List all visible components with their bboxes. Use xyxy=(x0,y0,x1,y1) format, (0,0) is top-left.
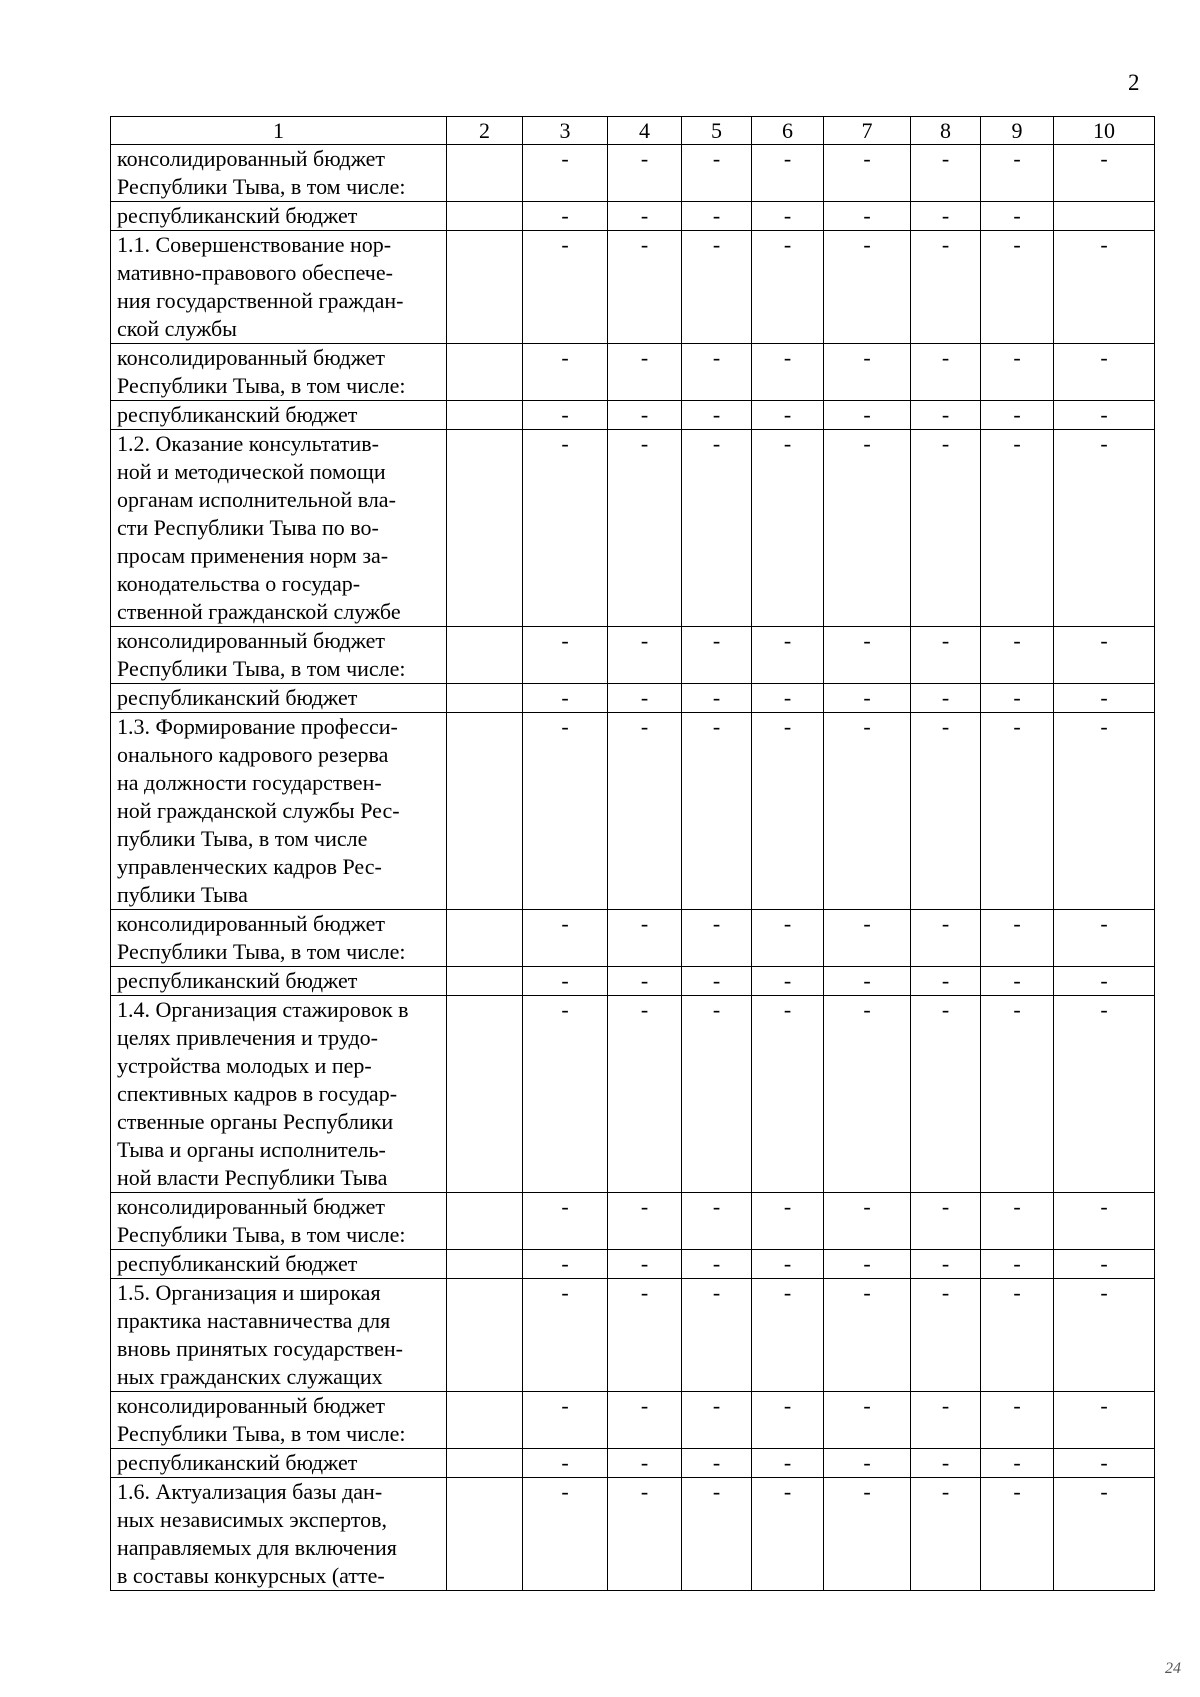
column-header: 4 xyxy=(608,117,682,145)
row-label-line: целях привлечения и трудо- xyxy=(117,1025,378,1050)
row-label-line: ной власти Республики Тыва xyxy=(117,1165,388,1190)
value-cell: - xyxy=(911,967,981,996)
value-cell: - xyxy=(911,202,981,231)
row-label-line: вновь принятых государствен- xyxy=(117,1336,403,1361)
value-cell xyxy=(447,1279,523,1392)
value-cell: - xyxy=(752,1392,824,1449)
value-cell: - xyxy=(608,627,682,684)
row-label-line: устройства молодых и пер- xyxy=(117,1053,372,1078)
value-cell: - xyxy=(1054,1250,1155,1279)
row-label-line: онального кадрового резерва xyxy=(117,742,389,767)
value-cell xyxy=(447,344,523,401)
value-cell: - xyxy=(523,627,608,684)
value-cell: - xyxy=(608,344,682,401)
row-label xyxy=(111,1449,447,1478)
value-cell: - xyxy=(752,967,824,996)
value-cell: - xyxy=(824,1478,911,1591)
row-label-line: республиканский бюджет xyxy=(117,1450,358,1475)
value-cell: - xyxy=(911,430,981,627)
value-cell: - xyxy=(608,202,682,231)
value-cell: - xyxy=(608,996,682,1193)
value-cell: - xyxy=(523,713,608,910)
row-label xyxy=(111,627,447,684)
value-cell: - xyxy=(911,1449,981,1478)
value-cell xyxy=(447,1250,523,1279)
row-label-line: консолидированный бюджет xyxy=(117,1393,385,1418)
row-label-line: практика наставничества для xyxy=(117,1308,391,1333)
value-cell: - xyxy=(1054,401,1155,430)
row-label xyxy=(111,401,447,430)
value-cell: - xyxy=(608,1449,682,1478)
row-label-line: ной гражданской службы Рес- xyxy=(117,798,400,823)
value-cell: - xyxy=(608,430,682,627)
value-cell: - xyxy=(824,713,911,910)
value-cell: - xyxy=(752,1193,824,1250)
value-cell: - xyxy=(682,967,752,996)
row-label-line: Тыва и органы исполнитель- xyxy=(117,1137,386,1162)
value-cell: - xyxy=(608,684,682,713)
value-cell: - xyxy=(752,996,824,1193)
row-label-line: консолидированный бюджет xyxy=(117,345,385,370)
row-label-line: Республики Тыва, в том числе: xyxy=(117,656,406,681)
table-row xyxy=(111,684,1155,713)
table-row xyxy=(111,202,1155,231)
value-cell: - xyxy=(752,430,824,627)
value-cell: - xyxy=(682,145,752,202)
value-cell: - xyxy=(824,1250,911,1279)
value-cell: - xyxy=(682,1392,752,1449)
value-cell: - xyxy=(682,1449,752,1478)
value-cell: - xyxy=(523,967,608,996)
value-cell xyxy=(447,231,523,344)
row-label xyxy=(111,967,447,996)
value-cell: - xyxy=(608,401,682,430)
value-cell: - xyxy=(752,1279,824,1392)
value-cell: - xyxy=(682,1250,752,1279)
value-cell: - xyxy=(911,1392,981,1449)
value-cell: - xyxy=(752,627,824,684)
table-row xyxy=(111,1478,1155,1591)
row-label xyxy=(111,1193,447,1250)
row-label-line: Республики Тыва, в том числе: xyxy=(117,174,406,199)
row-label-line: органам исполнительной вла- xyxy=(117,487,396,512)
value-cell xyxy=(447,430,523,627)
value-cell: - xyxy=(824,1392,911,1449)
row-label xyxy=(111,202,447,231)
value-cell: - xyxy=(1054,145,1155,202)
column-header: 6 xyxy=(752,117,824,145)
row-label-line: сти Республики Тыва по во- xyxy=(117,515,379,540)
value-cell: - xyxy=(911,996,981,1193)
row-label-line: консолидированный бюджет xyxy=(117,911,385,936)
value-cell: - xyxy=(523,1392,608,1449)
row-label-line: консолидированный бюджет xyxy=(117,628,385,653)
row-label xyxy=(111,713,447,910)
value-cell: - xyxy=(682,401,752,430)
row-label-line: Республики Тыва, в том числе: xyxy=(117,1421,406,1446)
value-cell: - xyxy=(752,202,824,231)
row-label-line: просам применения норм за- xyxy=(117,543,389,568)
page-number: 2 xyxy=(1128,70,1140,95)
table-row xyxy=(111,996,1155,1193)
value-cell: - xyxy=(608,231,682,344)
row-label-line: консолидированный бюджет xyxy=(117,1194,385,1219)
row-label xyxy=(111,1478,447,1591)
row-label-line: управленческих кадров Рес- xyxy=(117,854,382,879)
value-cell: - xyxy=(981,1478,1054,1591)
row-label-line: направляемых для включения xyxy=(117,1535,397,1560)
row-label xyxy=(111,1392,447,1449)
value-cell: - xyxy=(752,1250,824,1279)
value-cell: - xyxy=(911,910,981,967)
row-label-line: консолидированный бюджет xyxy=(117,146,385,171)
value-cell: - xyxy=(824,430,911,627)
column-header: 10 xyxy=(1054,117,1155,145)
row-label-line: ственные органы Республики xyxy=(117,1109,394,1134)
row-label-line: республиканский бюджет xyxy=(117,1251,358,1276)
column-header: 1 xyxy=(111,117,447,145)
row-label-line: публики Тыва xyxy=(117,882,248,907)
value-cell: - xyxy=(608,910,682,967)
row-label-line: конодательства о государ- xyxy=(117,571,361,596)
value-cell: - xyxy=(1054,231,1155,344)
row-label-line: республиканский бюджет xyxy=(117,968,358,993)
value-cell: - xyxy=(523,344,608,401)
value-cell: - xyxy=(752,1449,824,1478)
row-label-line: ных гражданских служащих xyxy=(117,1364,383,1389)
row-label-line: спективных кадров в государ- xyxy=(117,1081,398,1106)
value-cell: - xyxy=(981,1449,1054,1478)
value-cell: - xyxy=(608,1193,682,1250)
value-cell: - xyxy=(824,627,911,684)
value-cell: - xyxy=(981,231,1054,344)
value-cell: - xyxy=(824,344,911,401)
value-cell: - xyxy=(523,430,608,627)
value-cell: - xyxy=(911,713,981,910)
value-cell: - xyxy=(523,1250,608,1279)
value-cell: - xyxy=(682,910,752,967)
value-cell xyxy=(447,1193,523,1250)
value-cell: - xyxy=(981,684,1054,713)
column-header: 9 xyxy=(981,117,1054,145)
row-label xyxy=(111,910,447,967)
value-cell: - xyxy=(981,996,1054,1193)
row-label-line: 1.3. Формирование професси- xyxy=(117,714,398,739)
row-label-line: публики Тыва, в том числе xyxy=(117,826,368,851)
value-cell: - xyxy=(682,1279,752,1392)
row-label-line: 1.2. Оказание консультатив- xyxy=(117,431,379,456)
value-cell xyxy=(447,627,523,684)
value-cell: - xyxy=(981,967,1054,996)
value-cell xyxy=(447,684,523,713)
row-label-line: Республики Тыва, в том числе: xyxy=(117,373,406,398)
handwritten-page-mark: 24 xyxy=(1165,1660,1181,1677)
value-cell: - xyxy=(752,910,824,967)
value-cell: - xyxy=(824,202,911,231)
row-label xyxy=(111,1279,447,1392)
table-row xyxy=(111,910,1155,967)
value-cell: - xyxy=(1054,1478,1155,1591)
row-label-line: 1.6. Актуализация базы дан- xyxy=(117,1479,383,1504)
row-label-line: ния государственной граждан- xyxy=(117,288,404,313)
value-cell: - xyxy=(911,1478,981,1591)
value-cell: - xyxy=(682,202,752,231)
row-label xyxy=(111,1250,447,1279)
value-cell: - xyxy=(911,1250,981,1279)
value-cell: - xyxy=(1054,1449,1155,1478)
row-label-line: на должности государствен- xyxy=(117,770,382,795)
value-cell: - xyxy=(608,1478,682,1591)
value-cell: - xyxy=(824,996,911,1193)
header-row xyxy=(111,117,1155,145)
row-label-line: республиканский бюджет xyxy=(117,203,358,228)
value-cell: - xyxy=(682,713,752,910)
table-row xyxy=(111,967,1155,996)
value-cell: - xyxy=(523,1193,608,1250)
value-cell: - xyxy=(752,145,824,202)
row-label xyxy=(111,430,447,627)
value-cell: - xyxy=(752,1478,824,1591)
value-cell: - xyxy=(682,684,752,713)
value-cell: - xyxy=(911,401,981,430)
value-cell: - xyxy=(911,344,981,401)
row-label-line: Республики Тыва, в том числе: xyxy=(117,939,406,964)
value-cell: - xyxy=(981,1193,1054,1250)
value-cell: - xyxy=(523,910,608,967)
table-row xyxy=(111,145,1155,202)
value-cell: - xyxy=(523,145,608,202)
column-header: 8 xyxy=(911,117,981,145)
row-label-line: мативно-правового обеспече- xyxy=(117,260,393,285)
row-label-line: Республики Тыва, в том числе: xyxy=(117,1222,406,1247)
value-cell: - xyxy=(824,1279,911,1392)
budget-table xyxy=(110,116,1155,1591)
value-cell: - xyxy=(981,713,1054,910)
table-row xyxy=(111,1193,1155,1250)
column-header: 3 xyxy=(523,117,608,145)
row-label xyxy=(111,231,447,344)
column-header: 7 xyxy=(824,117,911,145)
value-cell: - xyxy=(752,231,824,344)
row-label-line: 1.4. Организация стажировок в xyxy=(117,997,409,1022)
value-cell xyxy=(447,996,523,1193)
table-row xyxy=(111,231,1155,344)
row-label-line: республиканский бюджет xyxy=(117,685,358,710)
value-cell: - xyxy=(1054,996,1155,1193)
value-cell: - xyxy=(608,1250,682,1279)
value-cell: - xyxy=(911,145,981,202)
row-label xyxy=(111,145,447,202)
value-cell: - xyxy=(981,430,1054,627)
value-cell: - xyxy=(824,967,911,996)
value-cell: - xyxy=(682,627,752,684)
value-cell: - xyxy=(911,684,981,713)
value-cell: - xyxy=(1054,684,1155,713)
value-cell: - xyxy=(523,231,608,344)
value-cell: - xyxy=(824,910,911,967)
value-cell: - xyxy=(1054,430,1155,627)
value-cell: - xyxy=(523,1478,608,1591)
row-label xyxy=(111,344,447,401)
value-cell xyxy=(447,1449,523,1478)
value-cell: - xyxy=(682,231,752,344)
value-cell: - xyxy=(682,344,752,401)
value-cell: - xyxy=(824,401,911,430)
value-cell: - xyxy=(1054,1279,1155,1392)
value-cell: - xyxy=(824,684,911,713)
value-cell xyxy=(447,202,523,231)
table-row xyxy=(111,1392,1155,1449)
value-cell: - xyxy=(824,1449,911,1478)
value-cell: - xyxy=(981,1279,1054,1392)
value-cell xyxy=(447,401,523,430)
value-cell: - xyxy=(1054,627,1155,684)
table-row xyxy=(111,627,1155,684)
value-cell: - xyxy=(981,627,1054,684)
value-cell: - xyxy=(752,684,824,713)
value-cell: - xyxy=(911,1279,981,1392)
value-cell: - xyxy=(523,1449,608,1478)
row-label xyxy=(111,684,447,713)
value-cell: - xyxy=(682,1478,752,1591)
value-cell: - xyxy=(911,627,981,684)
column-header: 5 xyxy=(682,117,752,145)
value-cell: - xyxy=(824,145,911,202)
table-row xyxy=(111,1250,1155,1279)
value-cell: - xyxy=(608,1392,682,1449)
value-cell: - xyxy=(981,1250,1054,1279)
value-cell: - xyxy=(523,996,608,1193)
value-cell xyxy=(447,713,523,910)
row-label-line: 1.5. Организация и широкая xyxy=(117,1280,381,1305)
value-cell xyxy=(447,1478,523,1591)
value-cell: - xyxy=(682,996,752,1193)
value-cell: - xyxy=(1054,910,1155,967)
row-label-line: республиканский бюджет xyxy=(117,402,358,427)
value-cell xyxy=(1054,202,1155,231)
value-cell: - xyxy=(752,344,824,401)
value-cell: - xyxy=(1054,967,1155,996)
table-row xyxy=(111,401,1155,430)
value-cell: - xyxy=(824,231,911,344)
value-cell: - xyxy=(981,202,1054,231)
value-cell: - xyxy=(824,1193,911,1250)
value-cell xyxy=(447,910,523,967)
value-cell: - xyxy=(911,1193,981,1250)
row-label-line: 1.1. Совершенствование нор- xyxy=(117,232,392,257)
row-label-line: в составы конкурсных (атте- xyxy=(117,1563,385,1588)
value-cell: - xyxy=(523,684,608,713)
row-label-line: ственной гражданской службе xyxy=(117,599,401,624)
value-cell xyxy=(447,1392,523,1449)
table-row xyxy=(111,430,1155,627)
value-cell: - xyxy=(608,145,682,202)
value-cell: - xyxy=(608,713,682,910)
value-cell: - xyxy=(981,1392,1054,1449)
row-label-line: ной и методической помощи xyxy=(117,459,386,484)
value-cell: - xyxy=(682,430,752,627)
value-cell: - xyxy=(523,202,608,231)
table-row xyxy=(111,344,1155,401)
row-label-line: ской службы xyxy=(117,316,237,341)
table-row xyxy=(111,713,1155,910)
value-cell: - xyxy=(981,145,1054,202)
value-cell: - xyxy=(981,910,1054,967)
value-cell: - xyxy=(608,967,682,996)
value-cell: - xyxy=(911,231,981,344)
value-cell: - xyxy=(523,401,608,430)
table-row xyxy=(111,1449,1155,1478)
value-cell xyxy=(447,145,523,202)
value-cell: - xyxy=(1054,713,1155,910)
value-cell: - xyxy=(682,1193,752,1250)
value-cell: - xyxy=(752,713,824,910)
value-cell: - xyxy=(608,1279,682,1392)
value-cell: - xyxy=(981,401,1054,430)
value-cell xyxy=(447,967,523,996)
value-cell: - xyxy=(981,344,1054,401)
column-header: 2 xyxy=(447,117,523,145)
value-cell: - xyxy=(1054,1392,1155,1449)
value-cell: - xyxy=(1054,344,1155,401)
value-cell: - xyxy=(752,401,824,430)
value-cell: - xyxy=(523,1279,608,1392)
table-row xyxy=(111,1279,1155,1392)
row-label xyxy=(111,996,447,1193)
value-cell: - xyxy=(1054,1193,1155,1250)
row-label-line: ных независимых экспертов, xyxy=(117,1507,388,1532)
